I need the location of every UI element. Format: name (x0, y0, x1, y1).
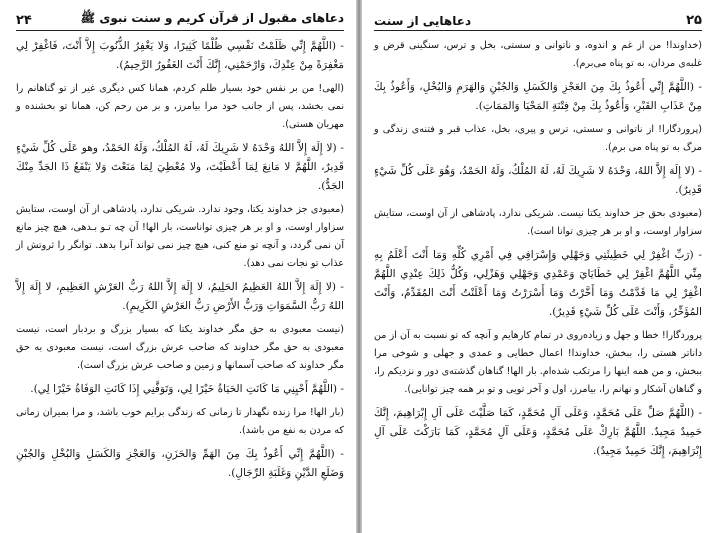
persian-translation: (الهی! من بر نفس خود بسیار ظلم کردم، همانا کس دیگری غیر از تو گناهانم را نمی بخشد، پس از جانب خود مرا بیامرز، و بر من رحم کن، همانا تو بخشنده و مهربان هستی). (16, 83, 344, 130)
right-page-number: ۲۵ (686, 13, 702, 28)
persian-translation: (خداوندا! من از غم و اندوه، و ناتوانی و سستی، بخل و ترس، سنگینی قرض و غلبه‌ی مردان، به تو پناه می‌برم). (374, 40, 702, 69)
arabic-supplication: - (رَبِّ اغْفِرْ لِي خَطِيئَتِي وَجَهْلِي وَإِسْرَافِي فِي أَمْرِي كُلِّهِ وَمَا أَنْتَ أَعْلَمُ بِهِ مِنِّي اللَّهُمَّ اغْفِرْ لِي خَطَايَايَ وَعَمْدِي وَجَهْلِي وَهَزْلِي، وَكُلُّ ذَلِكَ عِنْدِي اللَّهُمَّ اغْفِرْ لِي مَا قَدَّمْتُ وَمَا أَخَّرْتُ وَمَا أَسْرَرْتُ وَمَا أَعْلَنْتُ أَنْتَ المُقَدِّمُ، وَأَنْتَ المُؤَخِّرُ، وَأَنْتَ عَلَى كُلِّ شَيْءٍ قَدِيرٌ). (374, 249, 702, 318)
right-page-title: دعاهایی از سنت (374, 14, 472, 28)
persian-translation: (پروردگارا! از ناتوانی و سستی، ترس و پیری، بخل، عذاب قبر و فتنه‌ی زندگی و مرگ به تو پناه می برم). (374, 124, 702, 153)
left-page-number: ۲۴ (16, 13, 32, 28)
arabic-supplication: - (اللَّهُمَّ إِنِّي ظَلَمْتُ نَفْسِي ظُلْمًا كَثِيرًا، وَلا يَغْفِرُ الذُّنُوبَ إِلاَّ أَنْتَ، فَاغْفِرْ لِي مَغْفِرَةً مِنْ عِنْدِكَ، وَارْحَمْنِي، إِنَّكَ أَنْتَ الغَفُورُ الرَّحِيمُ). (16, 40, 344, 71)
right-page-header (374, 8, 702, 31)
left-page-header (16, 8, 344, 31)
right-page (362, 0, 718, 533)
persian-translation: (معبودی بحق جز خداوند یکتا نیست. شریکی ندارد، پادشاهی از آن اوست، ستایش سزاوار اوست، و او بر هر چیزی توانا است). (374, 208, 702, 237)
left-page (0, 0, 356, 533)
arabic-supplication: - (لا إِلَهَ إِلاَّ اللهُ العَظِيمُ الحَلِيمُ، لا إِلَهَ إِلاَّ اللهُ رَبُّ العَرْشِ العَظِيمِ، لا إِلَهَ إِلاَّ اللهُ رَبُّ السَّمَوَاتِ وَرَبُّ الأَرْضِ رَبُّ العَرْشِ الكَرِيمِ). (16, 281, 344, 312)
persian-translation: پروردگارا! خطا و جهل و زیاده‌روی در تمام کارهایم و آنچه که تو نسبت به آن از من داناتر هستی را، ببخش، خداوندا! اعمال خطایی و عمدی و جهلی و شوخی مرا ببخش، و من همه اینها را مرتکب شده‌ام. بار الها! گناهان گذشته‌ی دور و نزدیکم را، و گناهان آشکار و نهانم را، بیامرز، اول و آخر تویی و تو بر همه چیز توانایی). (374, 330, 702, 395)
left-page-title: دعاهای مقبول از قرآن کریم و سنت نبوی ﷺ (80, 11, 344, 25)
arabic-supplication: - (لا إِلَهَ إِلاَّ اللهُ، وَحْدَهُ لا شَرِيكَ لَهُ، لَهُ المُلْكُ، وَلَهُ الحَمْدُ، وَهُوَ عَلَى كُلِّ شَيْءٍ قَدِيرٌ). (374, 165, 702, 196)
persian-translation: (بار الها! مرا زنده نگهدار تا زمانی که زندگی برایم خوب باشد، و مرا بمیران زمانی که مردن به نفع من باشد). (16, 407, 344, 436)
arabic-supplication: - (اللَّهُمَّ صَلِّ عَلَى مُحَمَّدٍ، وَعَلَى آلِ مُحَمَّدٍ، كَمَا صَلَّيْتَ عَلَى آلِ إِبْرَاهِيمَ، إِنَّكَ حَمِيدٌ مَجِيدٌ. اللَّهُمَّ بَارِكْ عَلَى مُحَمَّدٍ، وَعَلَى آلِ مُحَمَّدٍ، كَمَا بَارَكْتَ عَلَى آلِ إِبْرَاهِيمَ، إِنَّكَ حَمِيدٌ مَجِيدٌ). (374, 407, 702, 457)
arabic-supplication: - (لا إِلَهَ إِلاَّ اللهُ وَحْدَهُ لا شَرِيكَ لَهُ، لَهُ المُلْكُ، وَلَهُ الحَمْدُ، وهو عَلَى كُلِّ شَيْءٍ قَدِيرٌ، اللَّهُمَّ لا مَانِعَ لِمَا أَعْطَيْتَ، ولا مُعْطِيَ لِمَا مَنَعْتَ وَلا يَنْفَعُ ذَا الجَدِّ مِنْكَ الجَدُّ). (16, 142, 344, 192)
persian-translation: (معبودی جز خداوند یکتا، وجود ندارد. شریکی ندارد، پادشاهی از آن اوست، ستایش سزاوار اوست، و او بر هر چیزی تواناست، بار الها! آن چه تـو بـدهی، هیچ چیز مانع آن نمی گردد، و آنچه تو منع کنی، هیچ چیز نمی تواند آنرا بدهد. توانگر را ثروتش از عذاب تو نجات نمی دهد). (16, 204, 344, 269)
arabic-supplication: - (اللَّهُمَّ إِنِّي أَعُوذُ بِكَ مِنَ العَجْزِ وَالكَسَلِ وَالجُبْنِ وَالهَرَمِ وَالبُخْلِ، وَأَعُوذُ بِكَ مِنْ عَذَابِ القَبْرِ، وَأَعُوذُ بِكَ مِنْ فِتْنَةِ المَحْيَا وَالمَمَاتِ). (374, 81, 702, 112)
arabic-supplication: - (اللَّهُمَّ أَحْيِنِي مَا كَانَتِ الحَيَاةُ خَيْرًا لِي، وَتَوَفَّنِي إِذَا كَانَتِ الوَفَاةُ خَيْرًا لِي). (30, 383, 344, 395)
persian-translation: (نیست معبودی به حق مگر خداوند یکتا که بسیار بزرگ و بردبار است، نیست معبودی به حق مگر خداوند که صاحب عرش بزرگ است، نیست معبودی به حق مگر خداوند که صاحب آسمانها و زمین و صاحب عرش بزرگ است). (16, 324, 344, 371)
arabic-supplication: - (اللَّهُمَّ إِنِّي أَعُوذُ بِكَ مِنَ الهَمِّ وَالحَزَنِ، وَالعَجْزِ وَالكَسَلِ وَالبُخْلِ وَالجُبْنِ وَضَلَعِ الدَّيْنِ وَغَلَبَةِ الرِّجَالِ). (16, 448, 344, 479)
